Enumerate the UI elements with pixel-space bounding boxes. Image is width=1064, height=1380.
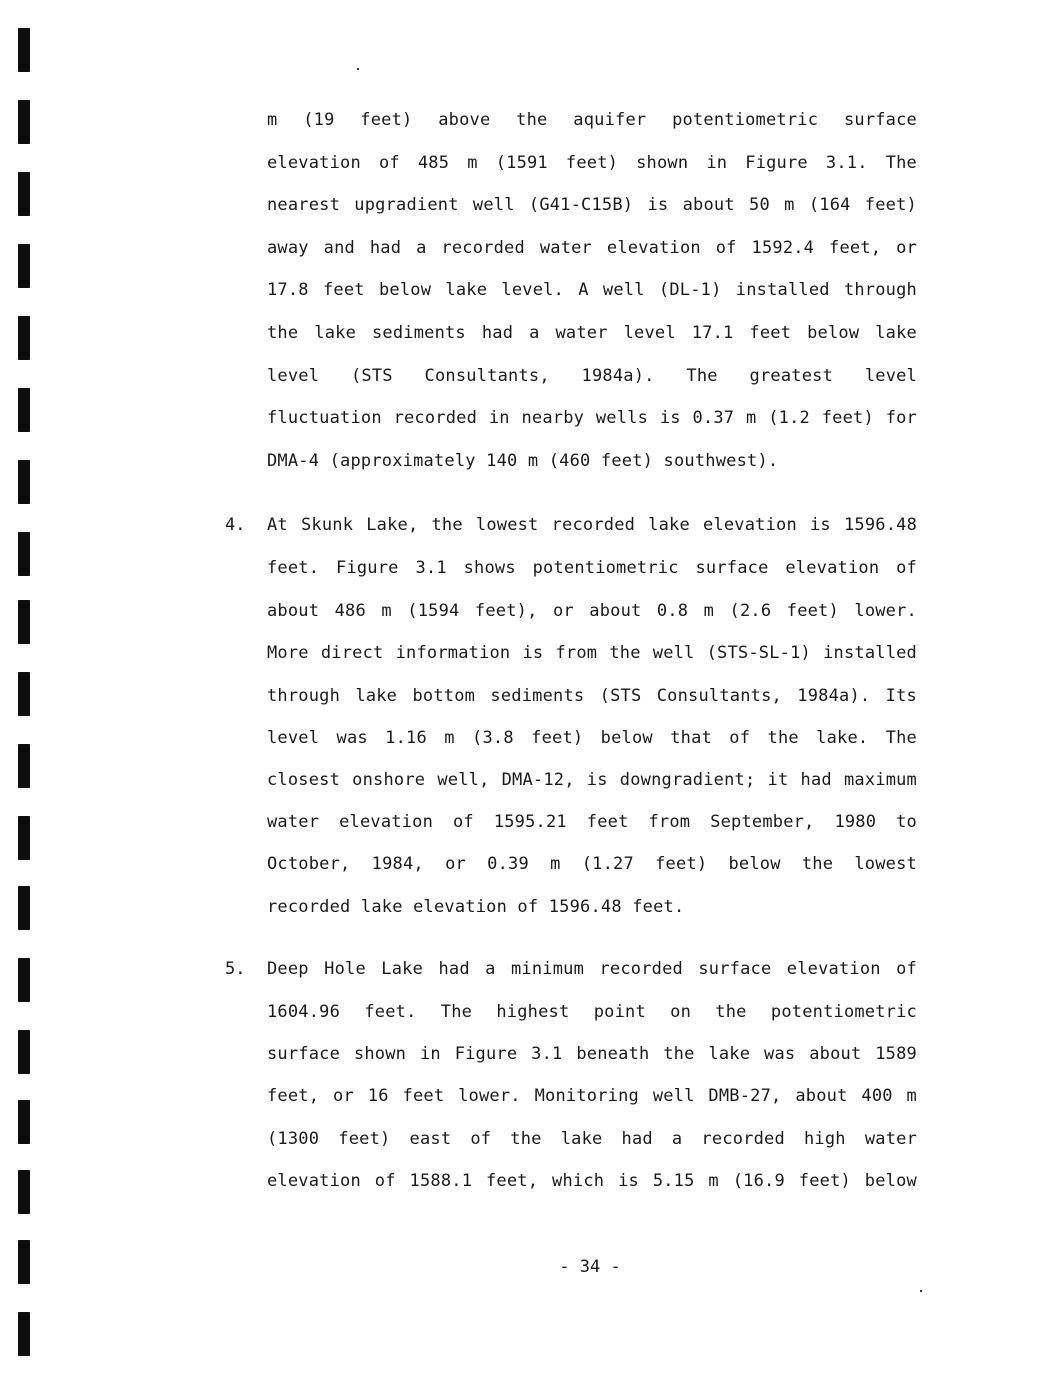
binder-mark [18, 744, 30, 788]
text-line: feet, or 16 feet lower. Monitoring well DMB-27, about 400 m [267, 1086, 917, 1106]
list-item-5-paragraph [267, 957, 917, 1197]
text-line: October, 1984, or 0.39 m (1.27 feet) below the lowest [267, 854, 917, 874]
text-line: Deep Hole Lake had a minimum recorded surface elevation of [267, 959, 917, 979]
text-line: feet. Figure 3.1 shows potentiometric surface elevation of [267, 558, 917, 578]
binder-mark [18, 28, 30, 72]
binder-mark [18, 600, 30, 644]
text-line: DMA-4 (approximately 140 m (460 feet) southwest). [267, 451, 779, 471]
text-line: the lake sediments had a water level 17.1 feet below lake [267, 323, 917, 343]
binder-mark [18, 532, 30, 576]
binder-mark [18, 388, 30, 432]
text-line: m (19 feet) above the aquifer potentiometric surface [267, 110, 917, 130]
binder-mark [18, 172, 30, 216]
binder-mark [18, 1030, 30, 1074]
text-line: surface shown in Figure 3.1 beneath the lake was about 1589 [267, 1044, 917, 1064]
binder-mark [18, 460, 30, 504]
list-item-number: 5. [225, 959, 246, 979]
binder-mark [18, 100, 30, 144]
text-line: nearest upgradient well (G41-C15B) is about 50 m (164 feet) [267, 195, 917, 215]
text-line: At Skunk Lake, the lowest recorded lake elevation is 1596.48 [267, 515, 917, 535]
text-line: level was 1.16 m (3.8 feet) below that of the lake. The [267, 728, 917, 748]
binder-mark [18, 244, 30, 288]
text-line: through lake bottom sediments (STS Consultants, 1984a). Its [267, 686, 917, 706]
text-line: 17.8 feet below lake level. A well (DL-1) installed through [267, 280, 917, 300]
list-item-number: 4. [225, 515, 246, 535]
binder-punch-marks [18, 0, 32, 1380]
text-line: water elevation of 1595.21 feet from September, 1980 to [267, 812, 917, 832]
binder-mark [18, 816, 30, 860]
list-item-4-paragraph [267, 513, 917, 923]
text-line: level (STS Consultants, 1984a). The greatest level [267, 366, 917, 386]
text-line: 1604.96 feet. The highest point on the potentiometric [267, 1002, 917, 1022]
text-line: elevation of 485 m (1591 feet) shown in Figure 3.1. The [267, 153, 917, 173]
page-number: - 34 - [559, 1257, 621, 1277]
binder-mark [18, 1170, 30, 1214]
scan-speck [920, 1290, 922, 1292]
text-line: closest onshore well, DMA-12, is downgradient; it had maximum [267, 770, 917, 790]
text-line: away and had a recorded water elevation of 1592.4 feet, or [267, 238, 917, 258]
text-line: elevation of 1588.1 feet, which is 5.15 m (16.9 feet) below [267, 1171, 917, 1191]
text-line: (1300 feet) east of the lake had a recorded high water [267, 1129, 917, 1149]
binder-mark [18, 1312, 30, 1356]
text-line: about 486 m (1594 feet), or about 0.8 m (2.6 feet) lower. [267, 601, 917, 621]
binder-mark [18, 316, 30, 360]
text-line: recorded lake elevation of 1596.48 feet. [267, 897, 685, 917]
text-line: More direct information is from the well (STS-SL-1) installed [267, 643, 917, 663]
text-line: fluctuation recorded in nearby wells is 0.37 m (1.2 feet) for [267, 408, 917, 428]
binder-mark [18, 958, 30, 1002]
binder-mark [18, 672, 30, 716]
continuation-paragraph [267, 108, 917, 478]
scan-speck [357, 68, 359, 70]
binder-mark [18, 1100, 30, 1144]
binder-mark [18, 886, 30, 930]
